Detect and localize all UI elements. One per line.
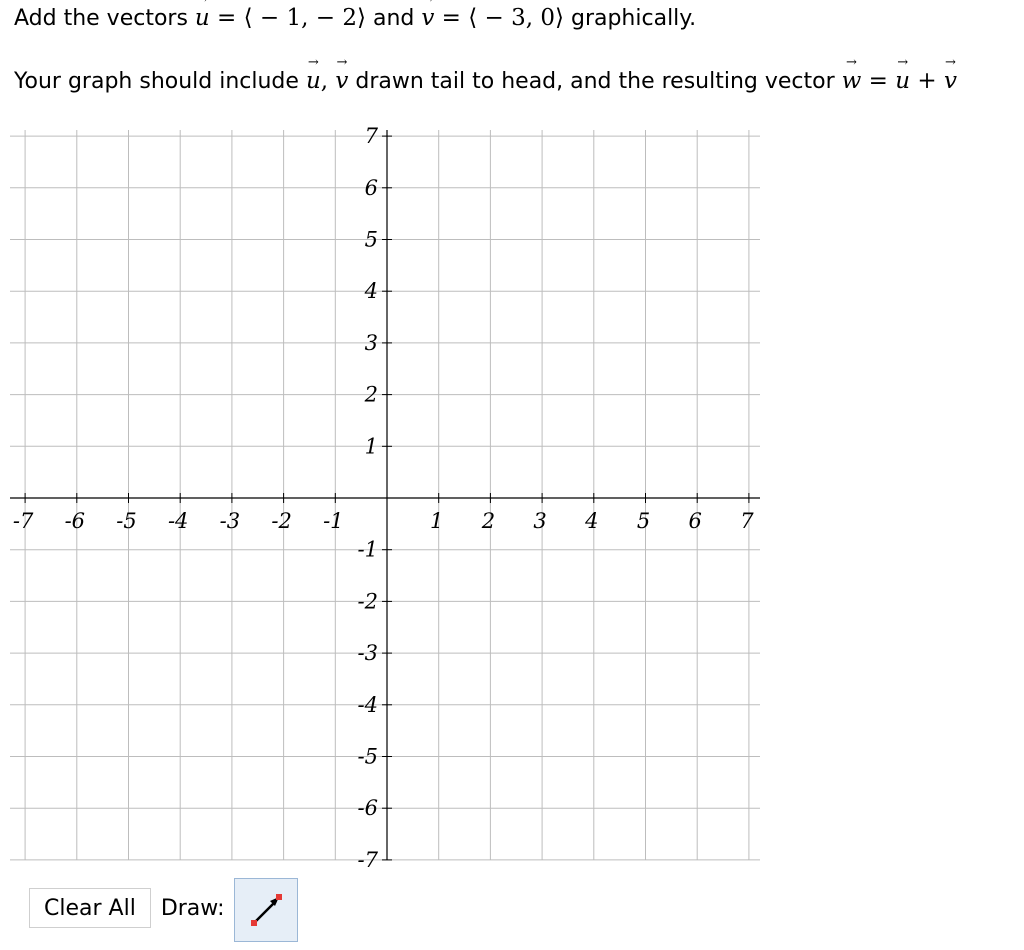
y-tick-label: -1	[357, 537, 378, 562]
vector-v-symbol: → v	[421, 5, 434, 31]
vector-v-symbol: → v	[335, 68, 348, 94]
y-tick-label: -7	[357, 847, 378, 870]
y-tick-label: -6	[357, 796, 378, 821]
vector-w-symbol: → w	[842, 68, 862, 94]
vector-v-symbol: → v	[944, 68, 957, 94]
graph-canvas[interactable]	[0, 120, 780, 870]
vector-tool-button[interactable]	[234, 878, 298, 942]
clear-all-button[interactable]: Clear All	[29, 888, 151, 928]
y-tick-label: -5	[357, 744, 378, 769]
x-tick-label: -7	[12, 509, 34, 533]
equals-sign: =	[861, 68, 896, 94]
vector-u-symbol: → u	[195, 5, 210, 31]
question-text: ,	[320, 68, 336, 94]
x-tick-label: -5	[116, 509, 137, 533]
x-tick-label: -1	[323, 509, 344, 533]
x-tick-label: -2	[271, 509, 292, 533]
question-line-2	[14, 68, 957, 94]
y-tick-label: 1	[364, 434, 378, 459]
x-tick-label: 5	[636, 509, 651, 533]
y-tick-label: -3	[357, 641, 378, 666]
x-tick-label: -3	[219, 509, 241, 533]
question-text: graphically.	[563, 6, 697, 31]
vector-arrow-icon	[246, 890, 286, 930]
question-text: Add the vectors	[14, 6, 195, 31]
coordinate-plane[interactable]	[0, 120, 780, 870]
vector-v-value: = ⟨ − 3, 0⟩	[434, 5, 564, 31]
x-tick-label: 7	[740, 509, 754, 533]
tick-labels	[13, 124, 754, 870]
x-tick-label: 2	[481, 509, 496, 533]
x-tick-label: 1	[430, 509, 444, 533]
graph-toolbar	[29, 878, 298, 942]
vector-u-symbol: → u	[895, 68, 910, 94]
y-tick-label: -2	[357, 589, 378, 614]
y-tick-label: 4	[364, 279, 378, 304]
y-tick-label: 5	[364, 227, 378, 252]
y-tick-label: 7	[364, 124, 378, 149]
draw-label: Draw:	[160, 895, 225, 921]
question-text: Your graph should include	[14, 69, 306, 94]
x-tick-label: 6	[688, 509, 702, 533]
y-tick-label: 2	[364, 382, 378, 407]
x-tick-label: 4	[585, 509, 599, 533]
question-line-1	[14, 5, 696, 31]
x-tick-label: 3	[533, 509, 547, 533]
x-tick-label: -4	[167, 509, 189, 533]
question-text: drawn tail to head, and the resulting vector	[348, 69, 842, 94]
vector-u-symbol: → u	[306, 68, 321, 94]
question-text: and	[365, 6, 422, 31]
vector-u-value: = ⟨ − 1, − 2⟩	[209, 5, 366, 31]
y-tick-label: 3	[364, 330, 378, 355]
y-tick-label: 6	[364, 175, 378, 200]
plus-sign: +	[910, 68, 944, 94]
y-tick-label: -4	[357, 692, 378, 717]
x-tick-label: -6	[64, 509, 86, 533]
